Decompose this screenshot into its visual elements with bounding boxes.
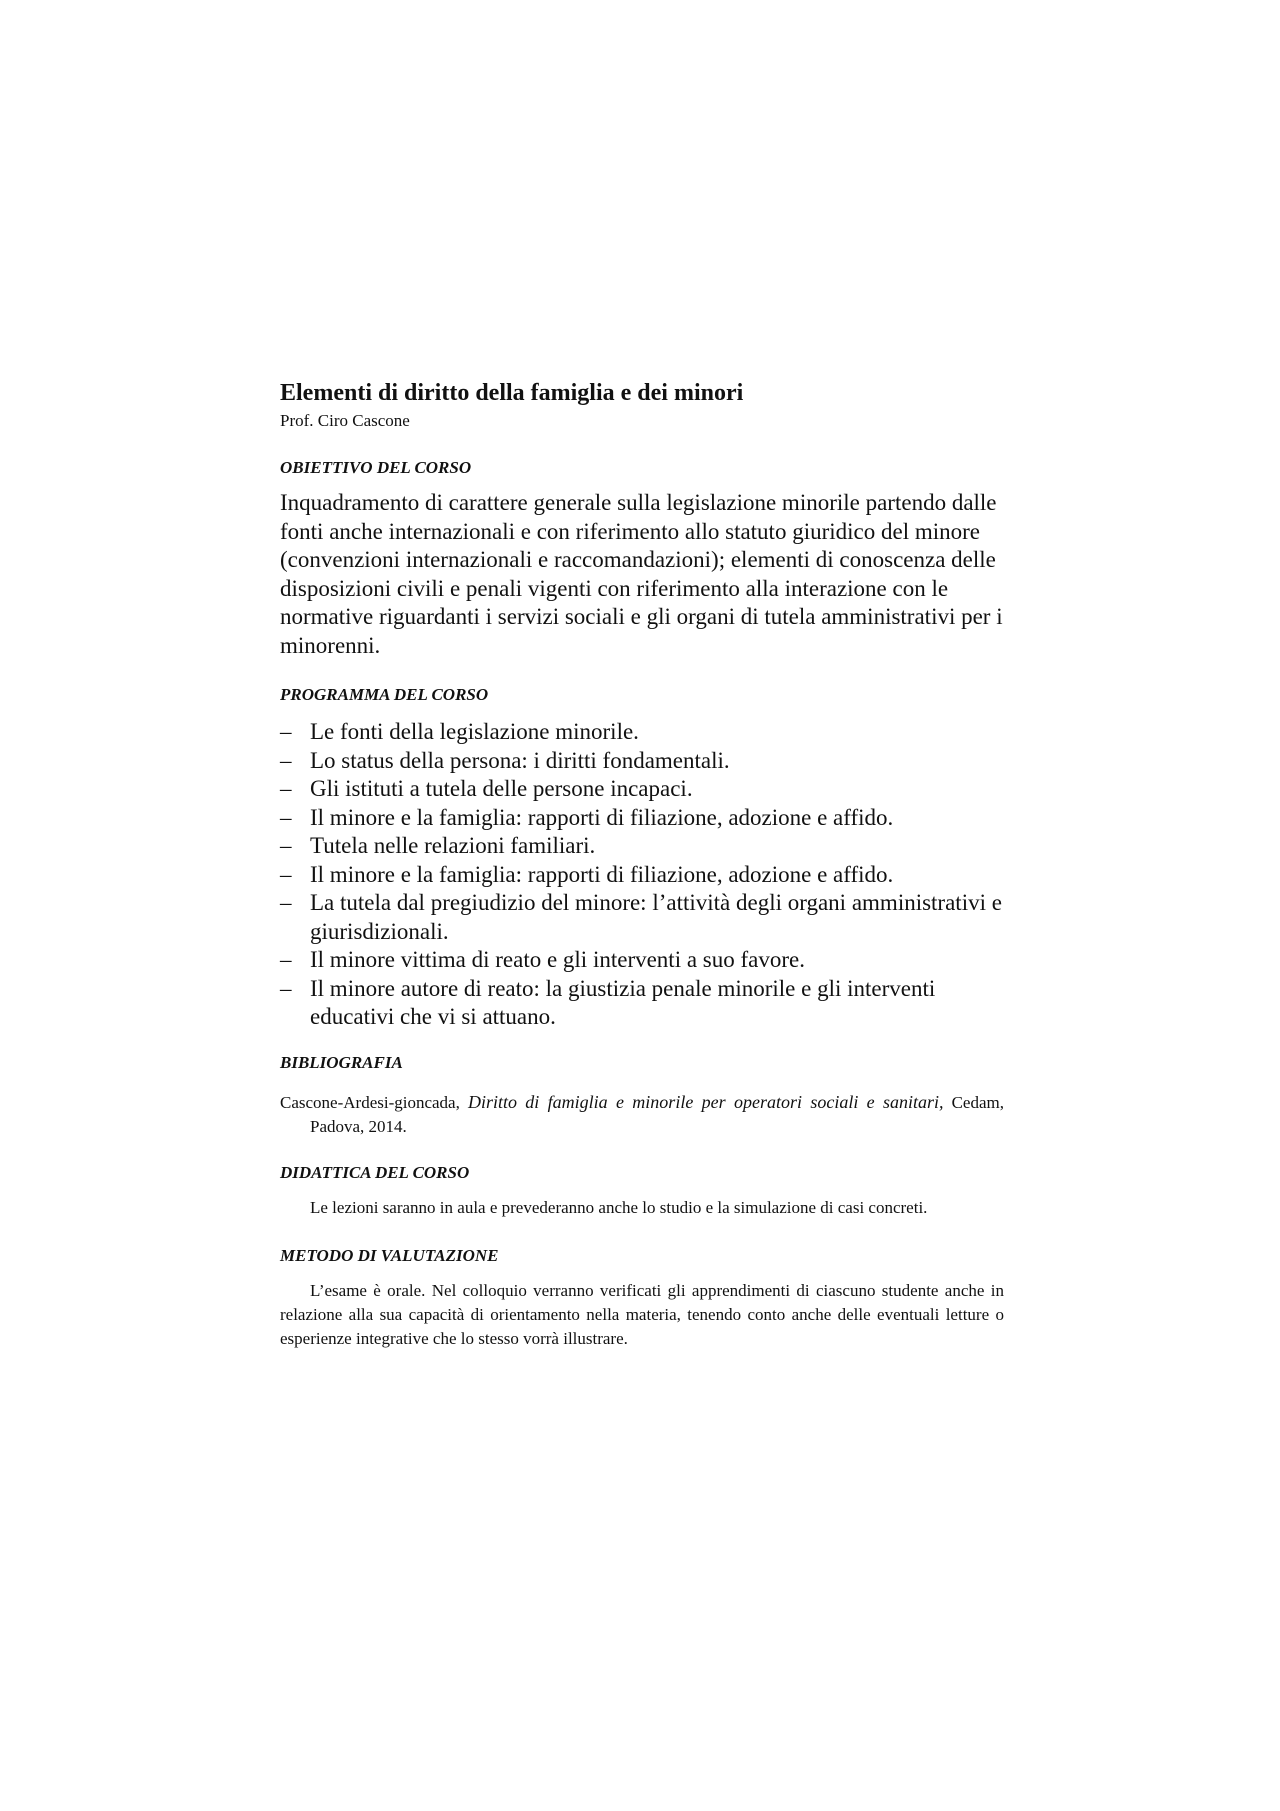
program-list-item	[280, 747, 1004, 776]
evaluation-heading: METODO DI VALUTAZIONE	[280, 1245, 499, 1265]
program-list	[280, 718, 1004, 1032]
program-list-item	[280, 889, 1004, 946]
program-item-text: Il minore e la famiglia: rapporti di filiazione, adozione e affido.	[310, 804, 894, 830]
didactics-paragraph: Le lezioni saranno in aula e prevederanno anche lo studio e la simulazione di casi concreti.	[310, 1197, 928, 1217]
dash-bullet: –	[280, 975, 292, 1001]
dash-bullet: –	[280, 861, 292, 887]
program-item-text: Tutela nelle relazioni familiari.	[310, 833, 596, 858]
bibliography-authors: Cascone-Ardesi-gioncada,	[280, 1092, 460, 1112]
program-list-item	[280, 775, 1004, 804]
dash-bullet: –	[280, 747, 292, 773]
bibliography-publisher: Cedam, Padova, 2014.	[310, 1092, 1004, 1136]
page-title: Elementi di diritto della famiglia e dei minori	[280, 380, 744, 406]
dash-bullet: –	[280, 719, 292, 744]
objective-heading: OBIETTIVO DEL CORSO	[280, 458, 472, 477]
objective-paragraph: Inquadramento di carattere generale sulla legislazione minorile partendo dalle fonti anche internazionali e con riferimento allo statuto giuridico del minore (convenzioni internazionali e raccomandazioni); elementi di conoscenza delle disposizioni civili e penali vigenti con riferimento alla interazione con le normative riguardanti i servizi sociali e gli organi di tutela amministrativi per i minorenni.	[280, 490, 1003, 658]
program-list-item	[280, 861, 1004, 890]
program-item-text: Il minore vittima di reato e gli interventi a suo favore.	[310, 947, 805, 972]
bibliography-entry	[280, 1090, 1004, 1139]
program-list-item	[280, 975, 1004, 1032]
program-item-text: Lo status della persona: i diritti fondamentali.	[310, 747, 730, 773]
program-list-item	[280, 718, 1004, 747]
dash-bullet: –	[280, 947, 292, 972]
program-heading: PROGRAMMA DEL CORSO	[280, 685, 489, 704]
program-list-item	[280, 804, 1004, 833]
program-list-item	[280, 946, 1004, 975]
program-item-text: Il minore e la famiglia: rapporti di filiazione, adozione e affido.	[310, 861, 894, 887]
dash-bullet: –	[280, 890, 292, 915]
bibliography-title: Diritto di famiglia e minorile per operatori sociali e sanitari,	[467, 1091, 944, 1112]
program-list-item	[280, 832, 1004, 861]
dash-bullet: –	[280, 776, 292, 801]
program-item-text: Gli istituti a tutela delle persone incapaci.	[310, 776, 693, 801]
author-line: Prof. Ciro Cascone	[280, 411, 410, 430]
program-item-text: La tutela dal pregiudizio del minore: l’attività degli organi amministrativi e giurisdizionali.	[310, 890, 1002, 944]
document-body	[280, 378, 1004, 1351]
bibliography-heading: BIBLIOGRAFIA	[280, 1052, 403, 1072]
dash-bullet: –	[280, 833, 292, 858]
program-item-text: Le fonti della legislazione minorile.	[310, 719, 639, 744]
dash-bullet: –	[280, 804, 292, 830]
evaluation-paragraph: L’esame è orale. Nel colloquio verranno verificati gli apprendimenti di ciascuno studente anche in relazione alla sua capacità di orientamento nella materia, tenendo conto anche delle eventuali letture o esperienze integrative che lo stesso vorrà illustrare.	[280, 1280, 1004, 1348]
didactics-heading: DIDATTICA DEL CORSO	[280, 1162, 470, 1182]
program-item-text: Il minore autore di reato: la giustizia penale minorile e gli interventi educativi che vi si attuano.	[310, 975, 936, 1029]
